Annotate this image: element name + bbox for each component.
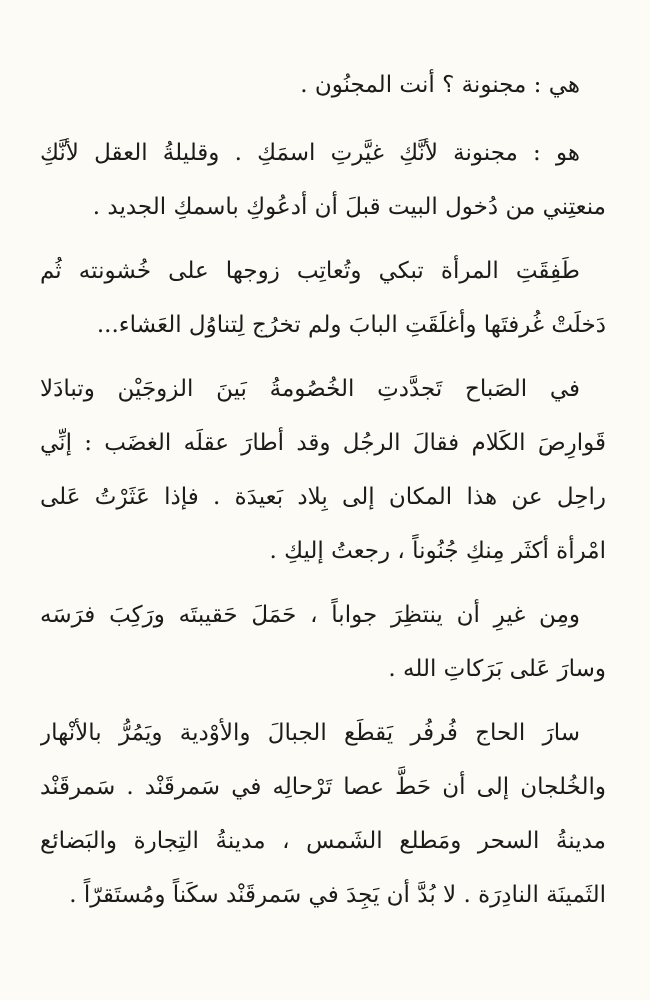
text-line: طَفِقَتِ المرأة تبكي وتُعاتِب زوجها على خُشونته ثُم [40,258,580,284]
paragraph-woman-cries [40,244,606,352]
paragraph-samarkand [40,706,606,922]
text-line: الثَمينَة النادِرَة . لا بُدَّ أن يَجِدَ في سَمرقَنْد سكَناً ومُستَقرّاً . [69,882,606,908]
text-line: هو : مجنونة لأنَّكِ غيَّرتِ اسمَكِ . وقليلةُ العقل لأنَّكِ [40,140,580,166]
text-line: هي : مجنونة ؟ أنت المجنُون . [300,72,580,98]
paragraph-departure [40,588,606,696]
text-line: والخُلجان إلى أن حَطَّ عصا تَرْحالِه في سَمرقَنْد . سَمرقَنْد [40,774,606,800]
text-line: مدينةُ السحر ومَطلع الشَمس ، مدينةُ التِجارة والبَضائع [40,828,606,854]
text-line: وسارَ عَلى بَرَكاتِ الله . [388,656,606,682]
text-line: سارَ الحاج فُرفُر يَقطَع الجبالَ والأوْدية ويَمُرُّ بالأنْهار [40,720,580,746]
paragraph-morning-quarrel [40,362,606,578]
paragraph-dialogue-she [40,58,606,112]
paragraph-dialogue-he [40,126,606,234]
text-line: امْرأة أكثَر مِنكِ جُنُوناً ، رجعتُ إليكِ . [269,538,606,564]
text-line: في الصَباح تَجدَّدتِ الخُصُومةُ بَينَ الزوجَيْن وتبادَلا [40,376,580,402]
text-line: دَخلَتْ غُرفتَها وأغلَقَتِ البابَ ولم تخرُج لِتناوُل العَشاء... [96,312,606,338]
text-line: قَوارِصَ الكَلام فقالَ الرجُل وقد أطارَ عقلَه الغضَب : إنِّي [40,430,606,456]
text-line: منعتِني من دُخول البيت قبلَ أن أدعُوكِ باسمكِ الجديد . [92,194,606,220]
text-line: ومِن غيرِ أن ينتظِرَ جواباً ، حَمَلَ حَقيبتَه ورَكِبَ فرَسَه [40,602,580,628]
text-line: راحِل عن هذا المكان إلى بِلاد بَعيدَة . فإذا عَثَرْتُ عَلى [40,484,606,510]
